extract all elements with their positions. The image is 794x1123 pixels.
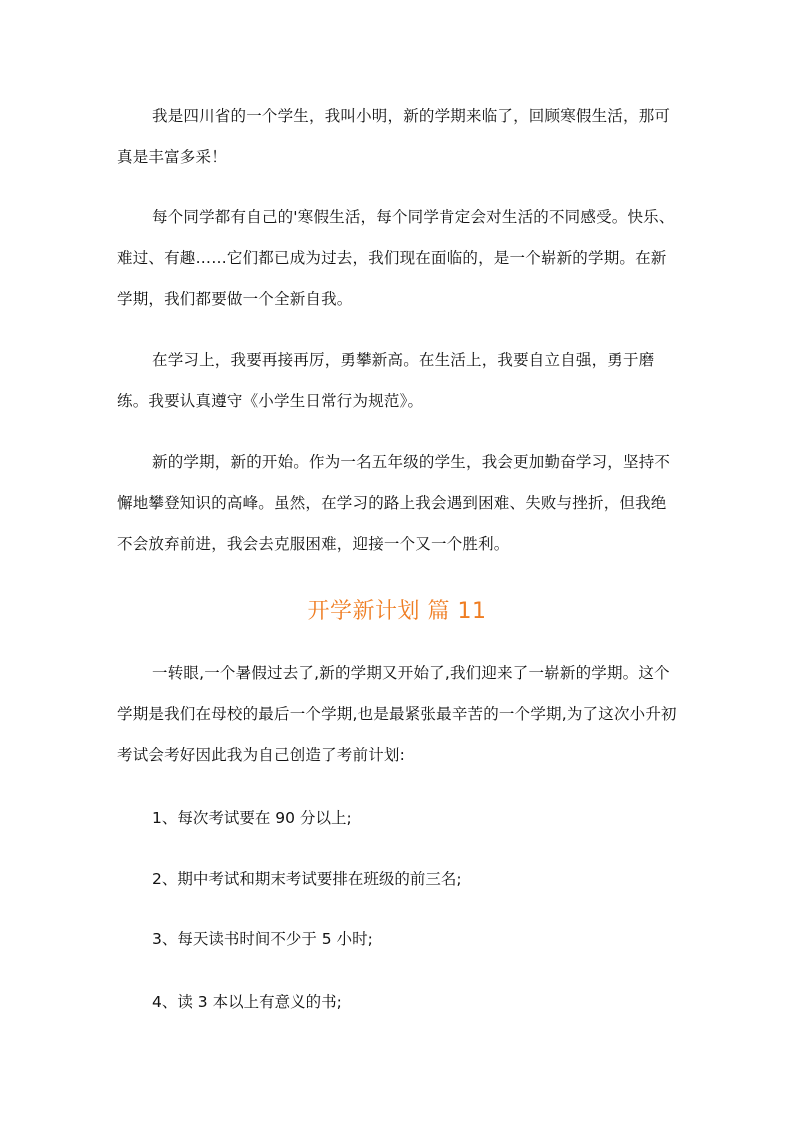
paragraph-summer-plan-intro: 一转眼,一个暑假过去了,新的学期又开始了,我们迎来了一崭新的学期。这个学期是我们在母校的最后一个学期,也是最紧张最辛苦的一个学期,为了这次小升初考试会考好因此我为自己创造了考前计划:: [117, 664, 677, 764]
paragraph-winter-holiday: 每个同学都有自己的'寒假生活，每个同学肯定会对生活的不同感受。快乐、难过、有趣……它们都已成为过去，我们现在面临的，是一个崭新的学期。在新学期，我们都要做一个全新自我。: [117, 208, 675, 308]
paragraph-new-start: 新的学期，新的开始。作为一名五年级的学生，我会更加勤奋学习，坚持不懈地攀登知识的高峰。虽然，在学习的路上我会遇到困难、失败与挫折，但我绝不会放弃前进，我会去克服困难，迎接一个又一个胜利。: [117, 453, 671, 553]
paragraph-study-life: 在学习上，我要再接再厉，勇攀新高。在生活上，我要自立自强，勇于磨练。我要认真遵守《小学生日常行为规范》。: [117, 351, 655, 410]
plan-item-1: 1、每次考试要在 90 分以上;: [152, 809, 352, 827]
section-heading: 开学新计划 篇 11: [307, 599, 487, 624]
paragraph-intro-student: 我是四川省的一个学生，我叫小明，新的学期来临了，回顾寒假生活，那可真是丰富多采！: [117, 107, 671, 166]
plan-item-4: 4、读 3 本以上有意义的书;: [152, 993, 342, 1011]
plan-item-2: 2、期中考试和期末考试要排在班级的前三名;: [152, 870, 462, 888]
plan-item-3: 3、每天读书时间不少于 5 小时;: [152, 930, 373, 948]
